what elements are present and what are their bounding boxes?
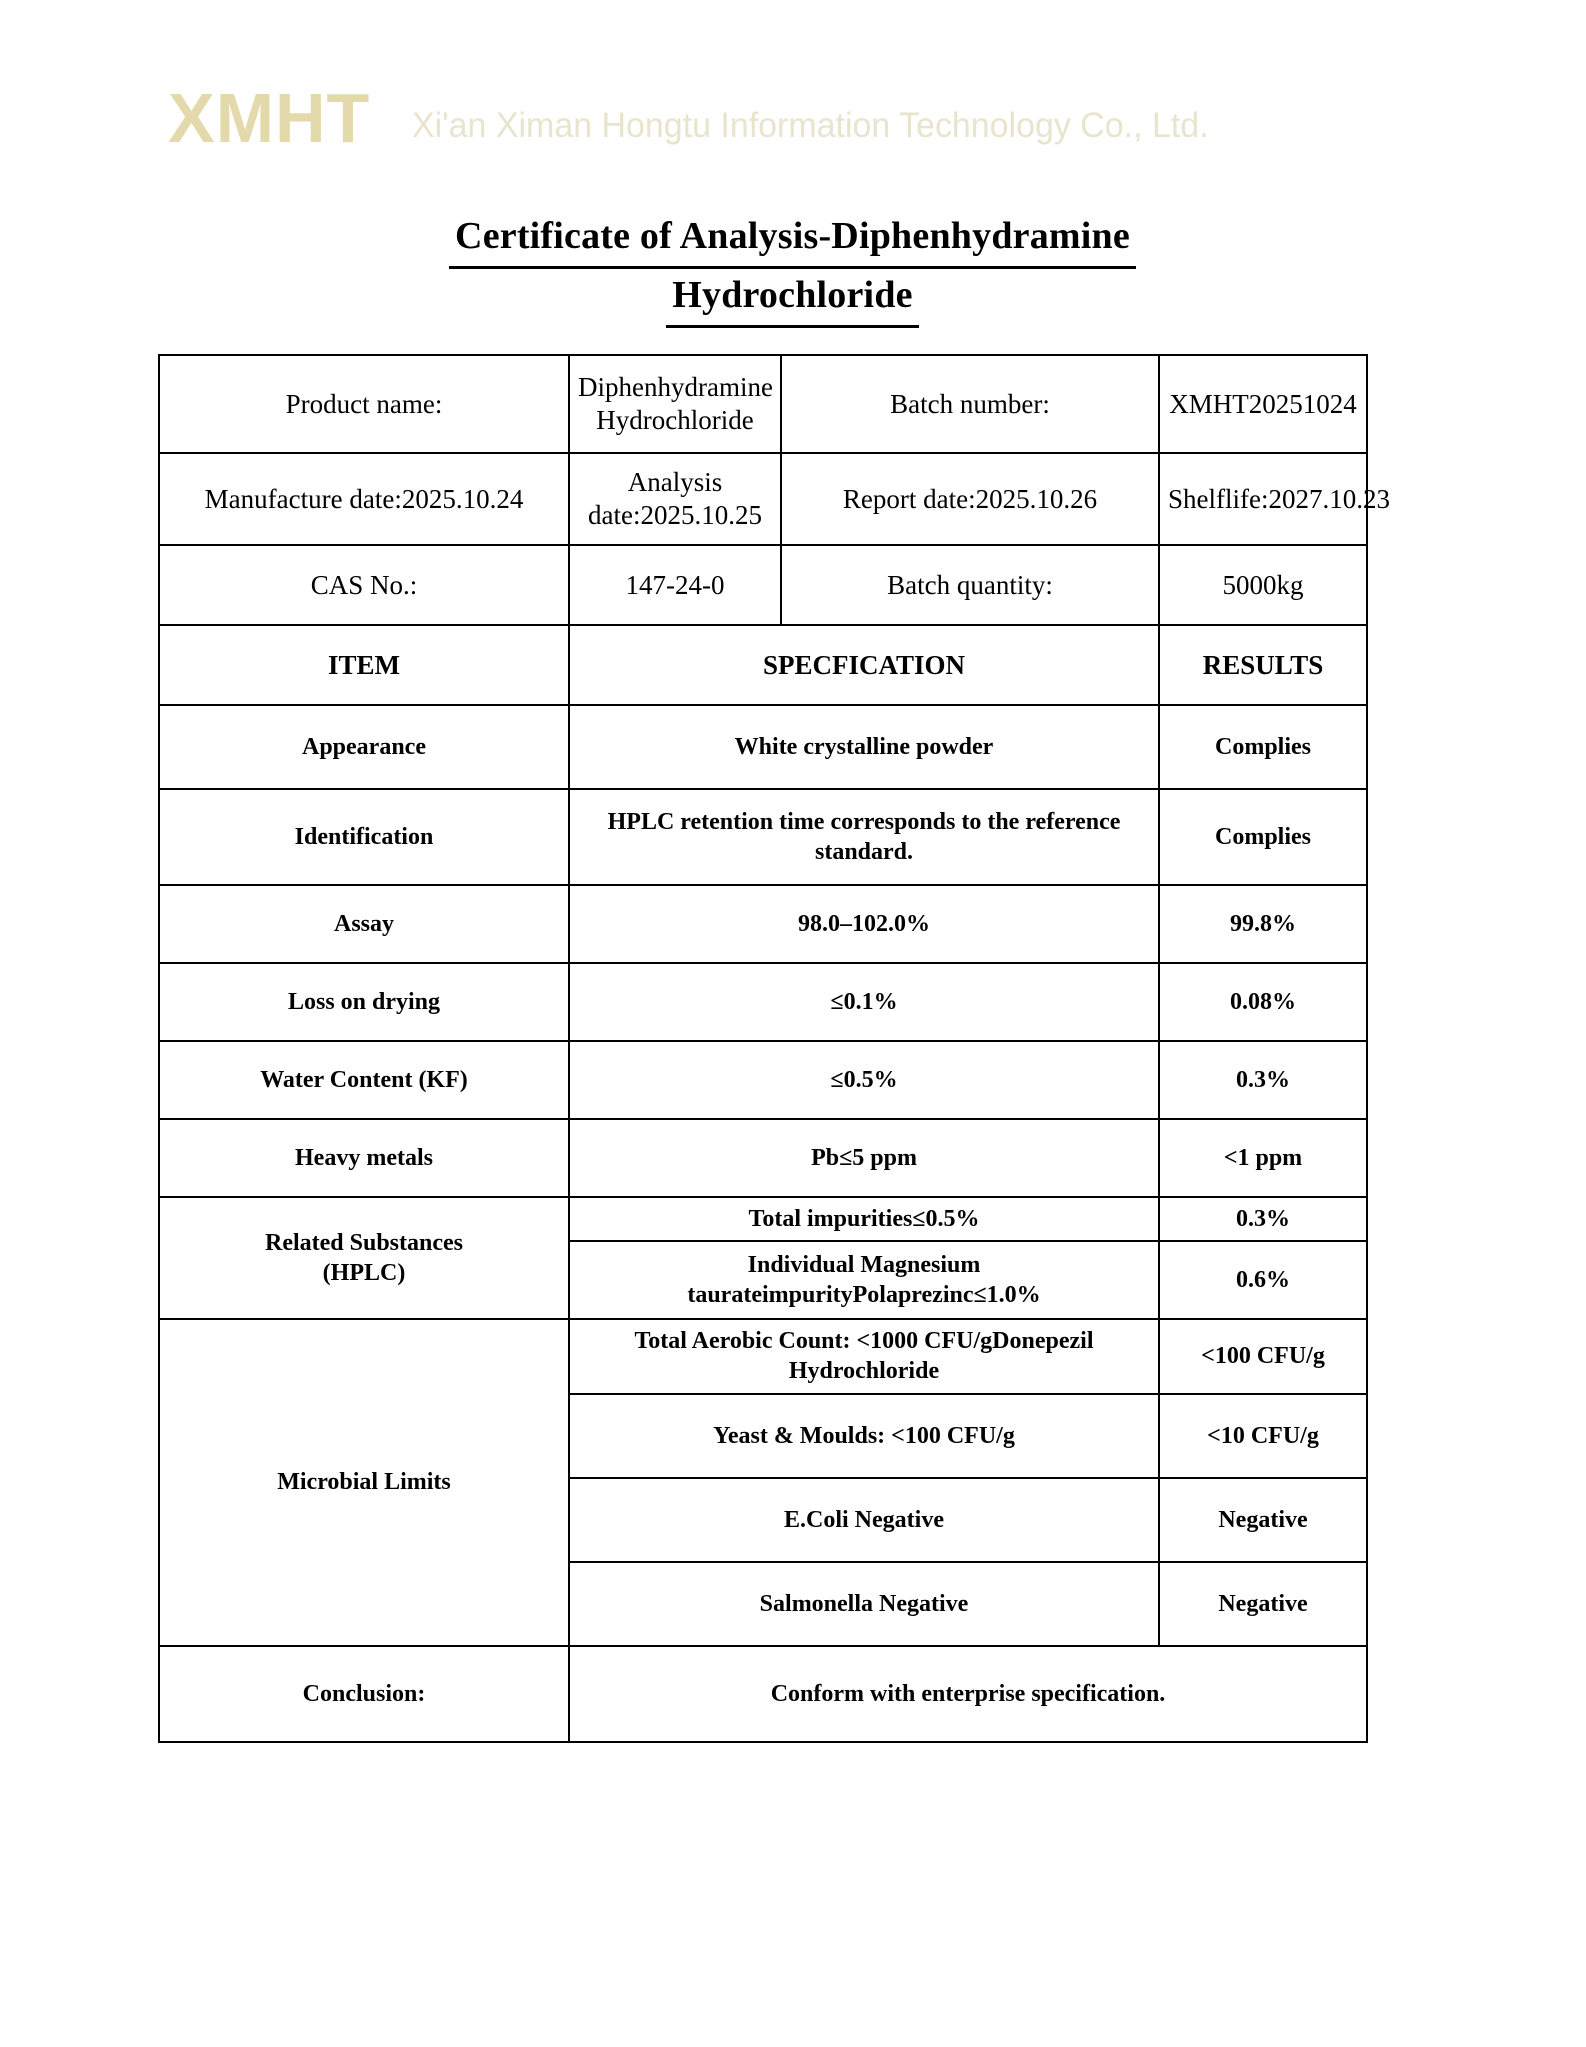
table-row-conclusion xyxy=(159,1646,1367,1742)
table-row-water-content xyxy=(159,1041,1367,1119)
spec-loss-on-drying: ≤0.1% xyxy=(569,963,1159,1041)
item-loss-on-drying: Loss on drying xyxy=(159,963,569,1041)
analysis-date: Analysis date:2025.10.25 xyxy=(569,453,781,545)
spec-identification: HPLC retention time corresponds to the reference standard. xyxy=(569,789,1159,885)
item-appearance: Appearance xyxy=(159,705,569,789)
document-title-line-1: Certificate of Analysis-Diphenhydramine xyxy=(449,210,1136,269)
info-row-product xyxy=(159,355,1367,453)
product-name-label: Product name: xyxy=(159,355,569,453)
item-water-content: Water Content (KF) xyxy=(159,1041,569,1119)
table-row-microbial-aerobic xyxy=(159,1319,1367,1393)
result-total-impurities: 0.3% xyxy=(1159,1197,1367,1241)
column-header-results: RESULTS xyxy=(1159,625,1367,705)
spec-heavy-metals: Pb≤5 ppm xyxy=(569,1119,1159,1197)
spec-assay: 98.0–102.0% xyxy=(569,885,1159,963)
document-title-line-2: Hydrochloride xyxy=(666,269,918,328)
result-identification: Complies xyxy=(1159,789,1367,885)
batch-quantity-label: Batch quantity: xyxy=(781,545,1159,625)
item-related-substances-line-2: (HPLC) xyxy=(322,1260,406,1287)
item-identification: Identification xyxy=(159,789,569,885)
spec-water-content: ≤0.5% xyxy=(569,1041,1159,1119)
result-water-content: 0.3% xyxy=(1159,1041,1367,1119)
result-ecoli: Negative xyxy=(1159,1478,1367,1562)
spec-salmonella: Salmonella Negative xyxy=(569,1562,1159,1646)
result-total-aerobic-count: <100 CFU/g xyxy=(1159,1319,1367,1393)
item-heavy-metals: Heavy metals xyxy=(159,1119,569,1197)
spec-conclusion: Conform with enterprise specification. xyxy=(569,1646,1367,1742)
item-related-substances-line-1: Related Substances xyxy=(264,1229,463,1256)
info-row-dates xyxy=(159,453,1367,545)
manufacture-date: Manufacture date:2025.10.24 xyxy=(159,453,569,545)
batch-number-value: XMHT20251024 xyxy=(1159,355,1367,453)
spec-total-impurities: Total impurities≤0.5% xyxy=(569,1197,1159,1241)
item-assay: Assay xyxy=(159,885,569,963)
item-related-substances xyxy=(159,1197,569,1319)
certificate-of-analysis-table xyxy=(158,354,1390,1743)
spec-individual-impurity: Individual Magnesium taurateimpurityPolaprezinc≤1.0% xyxy=(569,1241,1159,1319)
item-conclusion: Conclusion: xyxy=(159,1646,569,1742)
spec-ecoli: E.Coli Negative xyxy=(569,1478,1159,1562)
result-salmonella: Negative xyxy=(1159,1562,1367,1646)
product-name-value: Diphenhydramine Hydrochloride xyxy=(569,355,781,453)
spec-yeast-moulds: Yeast & Moulds: <100 CFU/g xyxy=(569,1394,1159,1478)
table-row-identification xyxy=(159,789,1367,885)
cas-no-label: CAS No.: xyxy=(159,545,569,625)
spec-table-header-row xyxy=(159,625,1367,705)
table-row-appearance xyxy=(159,705,1367,789)
info-row-cas xyxy=(159,545,1367,625)
letterhead xyxy=(0,78,1586,164)
result-appearance: Complies xyxy=(1159,705,1367,789)
batch-number-label: Batch number: xyxy=(781,355,1159,453)
shelflife: Shelflife:2027.10.23 xyxy=(1159,453,1367,545)
company-name-watermark: Xi'an Ximan Hongtu Information Technology Co., Ltd. xyxy=(412,105,1209,145)
result-loss-on-drying: 0.08% xyxy=(1159,963,1367,1041)
document-title xyxy=(170,210,1415,328)
company-logo-mark: XMHT xyxy=(168,79,371,157)
result-heavy-metals: <1 ppm xyxy=(1159,1119,1367,1197)
batch-quantity-value: 5000kg xyxy=(1159,545,1367,625)
result-assay: 99.8% xyxy=(1159,885,1367,963)
table-row-related-substances-total xyxy=(159,1197,1367,1241)
table-row-loss-on-drying xyxy=(159,963,1367,1041)
spec-appearance: White crystalline powder xyxy=(569,705,1159,789)
table-row-heavy-metals xyxy=(159,1119,1367,1197)
result-individual-impurity: 0.6% xyxy=(1159,1241,1367,1319)
column-header-specification: SPECFICATION xyxy=(569,625,1159,705)
spec-total-aerobic-count: Total Aerobic Count: <1000 CFU/gDonepezil Hydrochloride xyxy=(569,1319,1159,1393)
cas-no-value: 147-24-0 xyxy=(569,545,781,625)
item-microbial-limits: Microbial Limits xyxy=(159,1319,569,1645)
report-date: Report date:2025.10.26 xyxy=(781,453,1159,545)
table-row-assay xyxy=(159,885,1367,963)
column-header-item: ITEM xyxy=(159,625,569,705)
result-yeast-moulds: <10 CFU/g xyxy=(1159,1394,1367,1478)
